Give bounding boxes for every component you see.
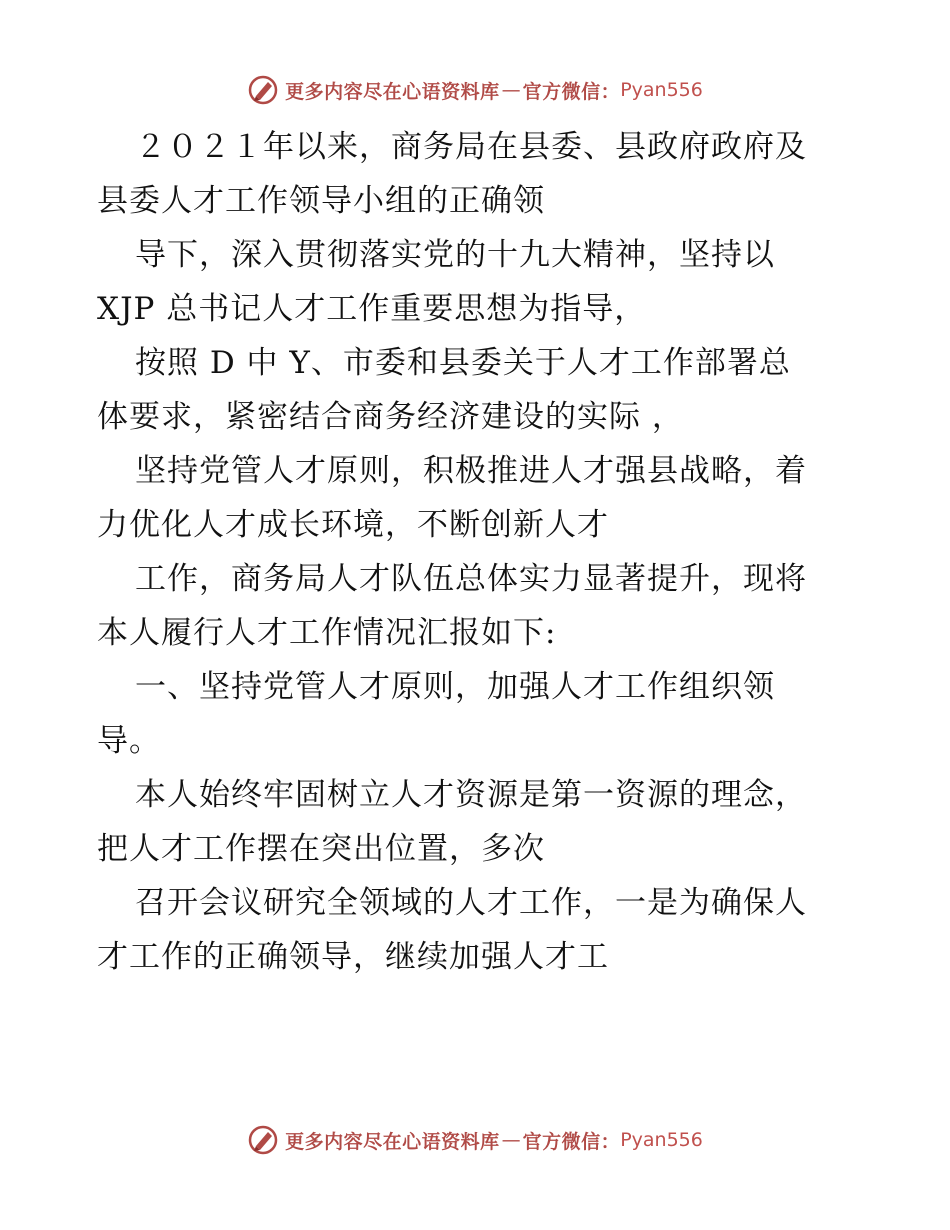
text-line: 按照 D 中 Y、市委和县委关于人才工作部署总 bbox=[135, 345, 791, 381]
text-line: 体要求，紧密结合商务经济建设的实际 ， bbox=[97, 399, 684, 435]
text-line: 把人才工作摆在突出位置，多次 bbox=[97, 831, 545, 867]
text-line: 本人履行人才工作情况汇报如下: bbox=[97, 615, 557, 651]
watermark-text: 更多内容尽在心语资料库 bbox=[285, 1130, 500, 1153]
text-line: 力优化人才成长环境，不断创新人才 bbox=[97, 507, 609, 543]
text-line: 工作，商务局人才队伍总体实力显著提升，现将 bbox=[135, 561, 807, 597]
watermark-wechat-label: 官方微信： bbox=[522, 80, 621, 103]
text-line: 才工作的正确领导，继续加强人才工 bbox=[97, 939, 609, 975]
pen-logo-icon bbox=[247, 1124, 279, 1156]
watermark-bottom bbox=[0, 1120, 950, 1160]
text-line: 县委人才工作领导小组的正确领 bbox=[97, 183, 545, 219]
watermark-wechat-id: Pyan556 bbox=[620, 1129, 703, 1151]
document-body bbox=[97, 120, 857, 984]
watermark-separator: — bbox=[501, 79, 521, 101]
text-line: XJP 总书记人才工作重要思想为指导， bbox=[97, 291, 647, 327]
text-line: 召开会议研究全领域的人才工作，一是为确保人 bbox=[135, 885, 807, 921]
watermark-text: 更多内容尽在心语资料库 bbox=[285, 80, 500, 103]
watermark-wechat-label: 官方微信： bbox=[522, 1130, 621, 1153]
text-line: 本人始终牢固树立人才资源是第一资源的理念， bbox=[135, 777, 807, 813]
watermark-top bbox=[0, 70, 950, 110]
watermark-separator: — bbox=[501, 1129, 521, 1151]
section-heading-cont: 导。 bbox=[97, 723, 161, 759]
text-line: 坚持党管人才原则，积极推进人才强县战略，着 bbox=[135, 453, 807, 489]
watermark-wechat-id: Pyan556 bbox=[620, 79, 703, 101]
text-line: 导下，深入贯彻落实党的十九大精神，坚持以 bbox=[135, 237, 775, 273]
pen-logo-icon bbox=[247, 74, 279, 106]
section-heading: 一、坚持党管人才原则，加强人才工作组织领 bbox=[135, 669, 775, 705]
text-line: ２０２１年以来，商务局在县委、县政府政府及 bbox=[135, 129, 807, 165]
